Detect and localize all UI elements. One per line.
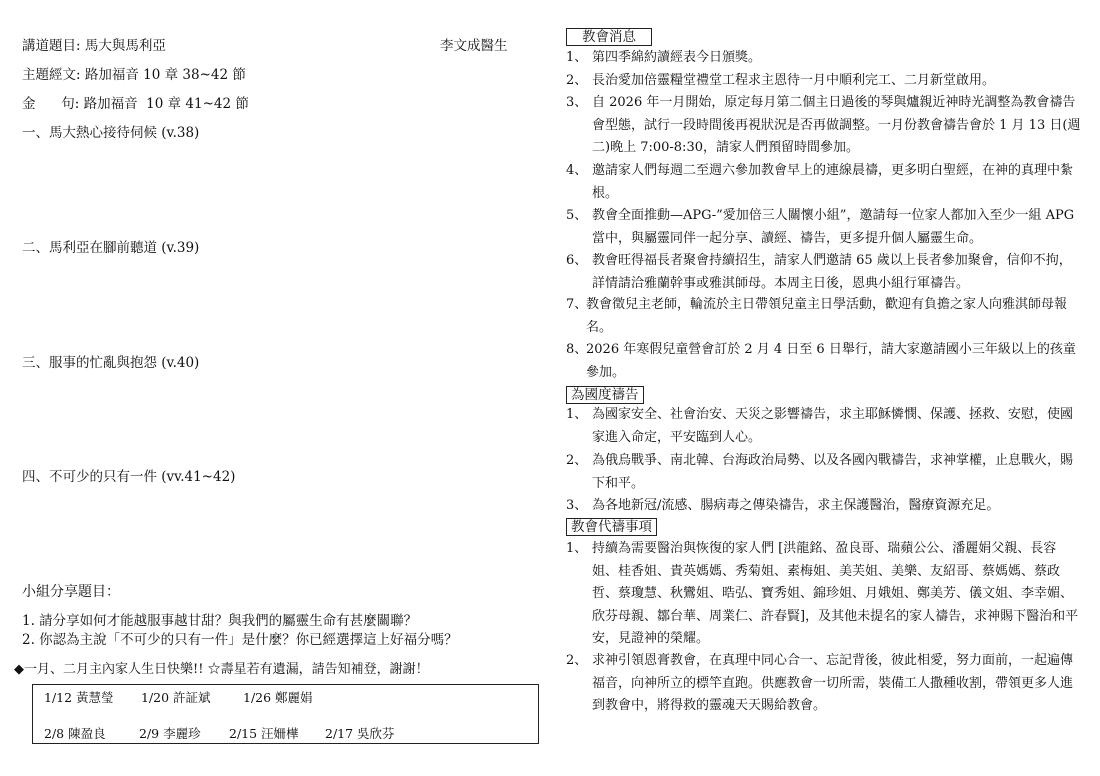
birthday-heading: ◆一月、二月主內家人生日快樂!! ☆壽星若有遺漏，請告知補登，謝謝！	[14, 662, 429, 677]
sermon-point-1: 一、馬大熱心接待伺候 (v.38)	[22, 125, 200, 141]
birthday-entry: 2/8 陳盈良	[44, 726, 106, 741]
nation-prayer-item-3: 3、 為各地新冠/流感、腸病毒之傳染禱告，求主保護醫治，醫療資源充足。	[566, 498, 1000, 513]
intercession-heading: 教會代禱事項	[566, 518, 657, 536]
sermon-title: 講道題目: 馬大與馬利亞	[22, 38, 166, 54]
intercession-item-1: 1、 持續為需要醫治與恢復的家人們 [洪龍銘、盈良哥、瑞蘋公公、潘麗娟父親、長容姐、桂香姐、貴英媽媽、秀菊姐、素梅姐、美芙姐、美樂、友紹哥、蔡媽媽、蔡政哲、蔡瓊慧、秋鸞姐、晧弘、寶秀姐、錦珍姐、月娥姐、鄭美芳、儀文姐、李幸媚、欣芬母親、鄒台華、周業仁、許春賢]，及其他未提名的家人禱告，求神賜下醫治和平安，見證神的榮耀。	[566, 541, 1079, 646]
church-news-item-5: 5、 教會全面推動—APG-”愛加倍三人關懷小組”，邀請每一位家人都加入至少一組 APG 當中，與屬靈同伴一起分享、讀經、禱告，更多提升個人屬靈生命。	[566, 208, 1075, 246]
church-news-item-3: 3、 自 2026 年一月開始，原定每月第二個主日過後的琴與爐親近神時光調整為教會禱告會型態，試行一段時間後再視狀況是否再做調整。一月份教會禱告會於 1 月 13 日(週二)晚上 7:00-8:30，請家人們預留時間參加。	[566, 95, 1081, 155]
birthday-box	[32, 684, 539, 744]
birthday-entry: 1/12 黃慧瑩	[44, 690, 114, 705]
church-news-item-6: 6、 教會旺得福長者聚會持續招生，請家人們邀請 65 歲以上長者參加聚會，信仰不拘，詳情請洽雅蘭幹事或雅淇師母。本周主日後，恩典小組行軍禱告。	[566, 253, 1072, 291]
birthday-entry: 1/20 許証斌	[141, 690, 211, 705]
church-news-item-4: 4、 邀請家人們每週二至週六參加教會早上的連線晨禱，更多明白聖經，在神的真理中紮根。	[566, 163, 1074, 201]
birthday-entry: 2/17 吳欣芬	[325, 726, 395, 741]
small-group-heading: 小組分享題目：	[22, 584, 120, 600]
church-news-item-8: 8、 2026 年寒假兒童營會訂於 2 月 4 日至 6 日舉行，請大家邀請國小三年級以上的孩童參加。	[566, 342, 1076, 380]
church-news-item-1: 1、 第四季綿約讀經表今日頒獎。	[566, 50, 762, 65]
sermon-point-3: 三、服事的忙亂與抱怨 (v.40)	[22, 355, 200, 371]
church-news-heading: 教會消息	[566, 28, 652, 46]
nation-prayer-item-2: 2、 為俄烏戰爭、南北韓、台海政治局勢、以及各國內戰禱告，求神掌權，止息戰火，賜下和平。	[566, 453, 1074, 491]
sermon-point-4: 四、不可少的只有一件 (vv.41~42)	[22, 469, 236, 485]
small-group-question-1: 1. 請分享如何才能越服事越甘甜？與我們的屬靈生命有甚麼關聯？	[22, 613, 418, 629]
church-news-item-2: 2、 長治愛加倍靈糧堂禮堂工程求主恩待一月中順利完工、二月新堂啟用。	[566, 73, 996, 88]
birthday-entry: 2/15 汪姍樺	[229, 726, 299, 741]
nation-prayer-item-1: 1、 為國家安全、社會治安、天災之影響禱告，求主耶穌憐憫、保護、拯救、安慰，使國家進入命定，平安臨到人心。	[566, 407, 1074, 445]
birthday-entry: 1/26 鄭麗娟	[243, 690, 313, 705]
sermon-point-2: 二、馬利亞在腳前聽道 (v.39)	[22, 240, 200, 256]
speaker-name: 李文成醫生	[440, 38, 508, 54]
intercession-item-2: 2、 求神引領恩膏教會，在真理中同心合一、忘記背後，彼此相愛，努力面前，一起遍傳福音，向神所立的標竿直跑。供應教會一切所需，裝備工人撒種收割，帶領更多人進到教會中，將得救的靈魂天天賜給教會。	[566, 653, 1074, 713]
church-news-item-7: 7、 教會徵兒主老師，輪流於主日帶領兒童主日學活動，歡迎有負擔之家人向雅淇師母報名。	[566, 297, 1068, 335]
nation-prayer-heading: 為國度禱告	[566, 386, 644, 404]
sermon-passage: 主題經文: 路加福音 10 章 38~42 節	[22, 67, 246, 83]
small-group-question-2: 2. 你認為主說「不可少的只有一件」是什麼？你已經選擇這上好福分嗎？	[22, 632, 458, 648]
golden-verse: 金 句: 路加福音 10 章 41~42 節	[22, 96, 249, 112]
birthday-entry: 2/9 李麗珍	[139, 726, 201, 741]
